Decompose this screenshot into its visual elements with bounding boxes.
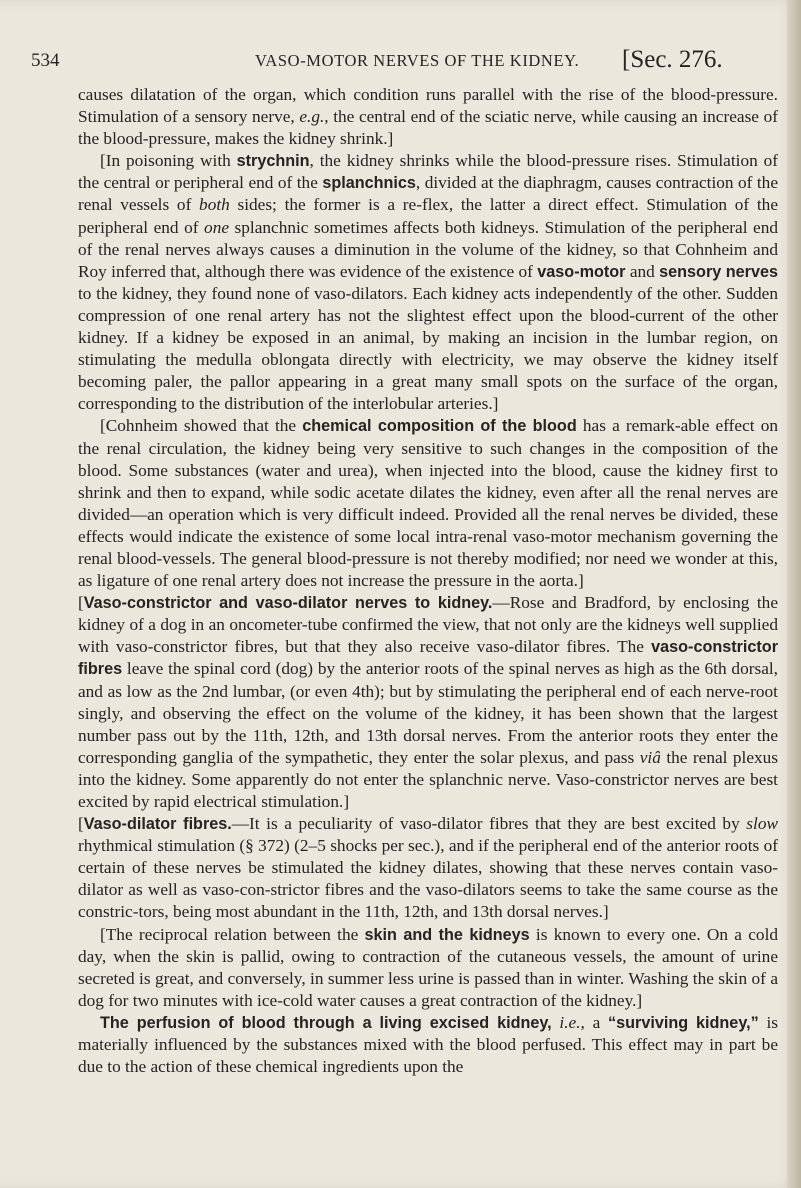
bold-term: vaso-constrictor fibres <box>78 638 778 679</box>
text-run: leave the spinal cord (dog) by the anterior roots of the spinal nerves as high as the 6th dorsal, and as low as the 2nd lumbar, (or even 4th); but by stimulating the peripheral end of each nerve-root singly, and observing the effect on the volume of the kidney, it has been shown that the largest number pass out by the 11th, 12th, and 13th dorsal nerves. From the anterior roots they enter the corresponding ganglia of the sympathetic, they enter the solar plexus, and pass <box>78 659 778 767</box>
section-label: [Sec. 276. <box>622 46 723 73</box>
text-run: is known to every one. On a cold day, when the skin is pallid, owing to contraction of the cutaneous vessels, the amount of urine secreted is great, and conversely, in summer less urine is passed than in winter. Washing the skin of a dog for two minutes with ice-cold water causes a great contraction of the kidney.] <box>78 924 779 1010</box>
paragraph <box>78 813 778 923</box>
text-run: [Cohnheim showed that the <box>100 416 303 436</box>
text-run: [In poisoning with <box>100 151 237 171</box>
bold-term: Vaso-dilator fibres. <box>83 815 232 834</box>
bold-term: Vaso-constrictor and vaso-dilator nerves to kidney. <box>83 594 493 613</box>
page-number: 534 <box>31 50 60 71</box>
bold-term: sensory nerves <box>659 262 778 281</box>
italic-term: e.g. <box>299 107 325 127</box>
paragraph <box>78 84 778 150</box>
running-title: VASO-MOTOR NERVES OF THE KIDNEY. <box>255 51 580 70</box>
text-run: rhythmical stimulation (§ 372) (2–5 shocks per sec.), and if the peripheral end of the anterior roots of certain of these nerves be stimulated the kidney dilates, showing that these nerves contain vaso-dilator as well as vaso-con-strictor fibres and the vaso-dilators seems to take the same course as the constric-tors, being most abundant in the 11th, 12th, and 13th dorsal nerves.] <box>78 836 778 922</box>
text-run: has a remark-able effect on the renal circulation, the kidney being very sensitive to such changes in the composition of the blood. Some substances (water and urea), when injected into the blood, cause the kidney first to shrink and then to expand, while sodic acetate dilates the kidney, even after all the renal nerves are divided—an operation which is very difficult indeed. Provided all the renal nerves be divided, these effects would indicate the existence of some local intra-renal vaso-motor mechanism governing the renal blood-vessels. The general blood-pressure is not thereby modified; nor need we wonder at this, as ligature of one renal artery does not increase the pressure in the aorta.] <box>78 416 778 591</box>
text-run: to the kidney, they found none of vaso-dilators. Each kidney acts independently of the other. Sudden compression of one renal artery has not the slightest effect upon the blood-current of the other kidney. If a kidney be exposed in an animal, by making an incision in the lumbar region, on stimulating the medulla oblongata directly with electricity, we may observe the kidney itself becoming paler, the pallor appearing in a great many small spots on the surface of the organ, corresponding to the distribution of the interlobular arteries.] <box>78 283 778 414</box>
paragraph <box>78 150 778 415</box>
italic-term: slow <box>746 814 778 834</box>
paragraph <box>78 415 778 592</box>
paragraph <box>78 1012 778 1078</box>
bold-term: strychnin <box>236 152 310 171</box>
bold-term: chemical composition of the blood <box>302 417 577 436</box>
body-text <box>78 84 778 1078</box>
text-run: [The reciprocal relation between the <box>100 924 365 944</box>
text-run: —Rose and Bradford, by enclosing the kidney of a dog in an oncometer-tube confirmed the view, that not only are the kidneys well supplied with vaso-constrictor fibres, but that they also receive vaso-dilator fibres. The <box>78 593 778 657</box>
text-run: , a <box>580 1012 609 1032</box>
text-run: [ <box>78 814 84 834</box>
bold-term: vaso-motor <box>537 262 626 281</box>
text-run: splanchnic sometimes affects both kidneys. Stimulation of the peripheral end of the renal nerves always causes a diminution in the volume of the kidney, so that Cohnheim and Roy inferred that, although there was evidence of the existence of <box>78 217 778 281</box>
paragraph <box>78 592 778 813</box>
bold-term: splanchnics <box>322 174 416 193</box>
text-run: the renal plexus into the kidney. Some apparently do not enter the splanchnic nerve. Vaso-constrictor nerves are best excited by rapid electrical stimulation.] <box>78 747 779 811</box>
italic-term: both <box>199 195 230 215</box>
text-run: sides; the former is a re-flex, the latter a direct effect. Stimulation of the peripheral end of <box>78 195 778 237</box>
text-run: is materially influenced by the substances mixed with the blood perfused. This effect may in part be due to the action of these chemical ingredients upon the <box>78 1012 778 1077</box>
text-run: , the central end of the sciatic nerve, while causing an increase of the blood-pressure, makes the kidney shrink.] <box>78 107 778 149</box>
text-run: , divided at the diaphragm, causes contraction of the renal vessels of <box>78 173 778 215</box>
page-header <box>0 46 801 76</box>
italic-term: one <box>204 217 229 237</box>
text-run: [ <box>78 593 84 613</box>
text-run: causes dilatation of the organ, which condition runs parallel with the rise of the blood-pressure. Stimulation of a sensory nerve, <box>78 85 778 127</box>
italic-term: i.e. <box>559 1012 581 1032</box>
page-edge-shadow <box>787 0 801 1188</box>
bold-term: skin and the kidneys <box>364 925 530 944</box>
text-run: and <box>625 261 660 281</box>
paragraph <box>78 924 778 1012</box>
bold-term: The perfusion of blood through a living excised kidney, <box>100 1013 552 1032</box>
text-run: , the kidney shrinks while the blood-pressure rises. Stimulation of the central or peripheral end of the <box>78 151 778 193</box>
italic-term: viâ <box>639 747 661 767</box>
text-run: —It is a peculiarity of vaso-dilator fibres that they are best excited by <box>231 814 747 834</box>
bold-term: “surviving kidney,” <box>608 1013 759 1032</box>
